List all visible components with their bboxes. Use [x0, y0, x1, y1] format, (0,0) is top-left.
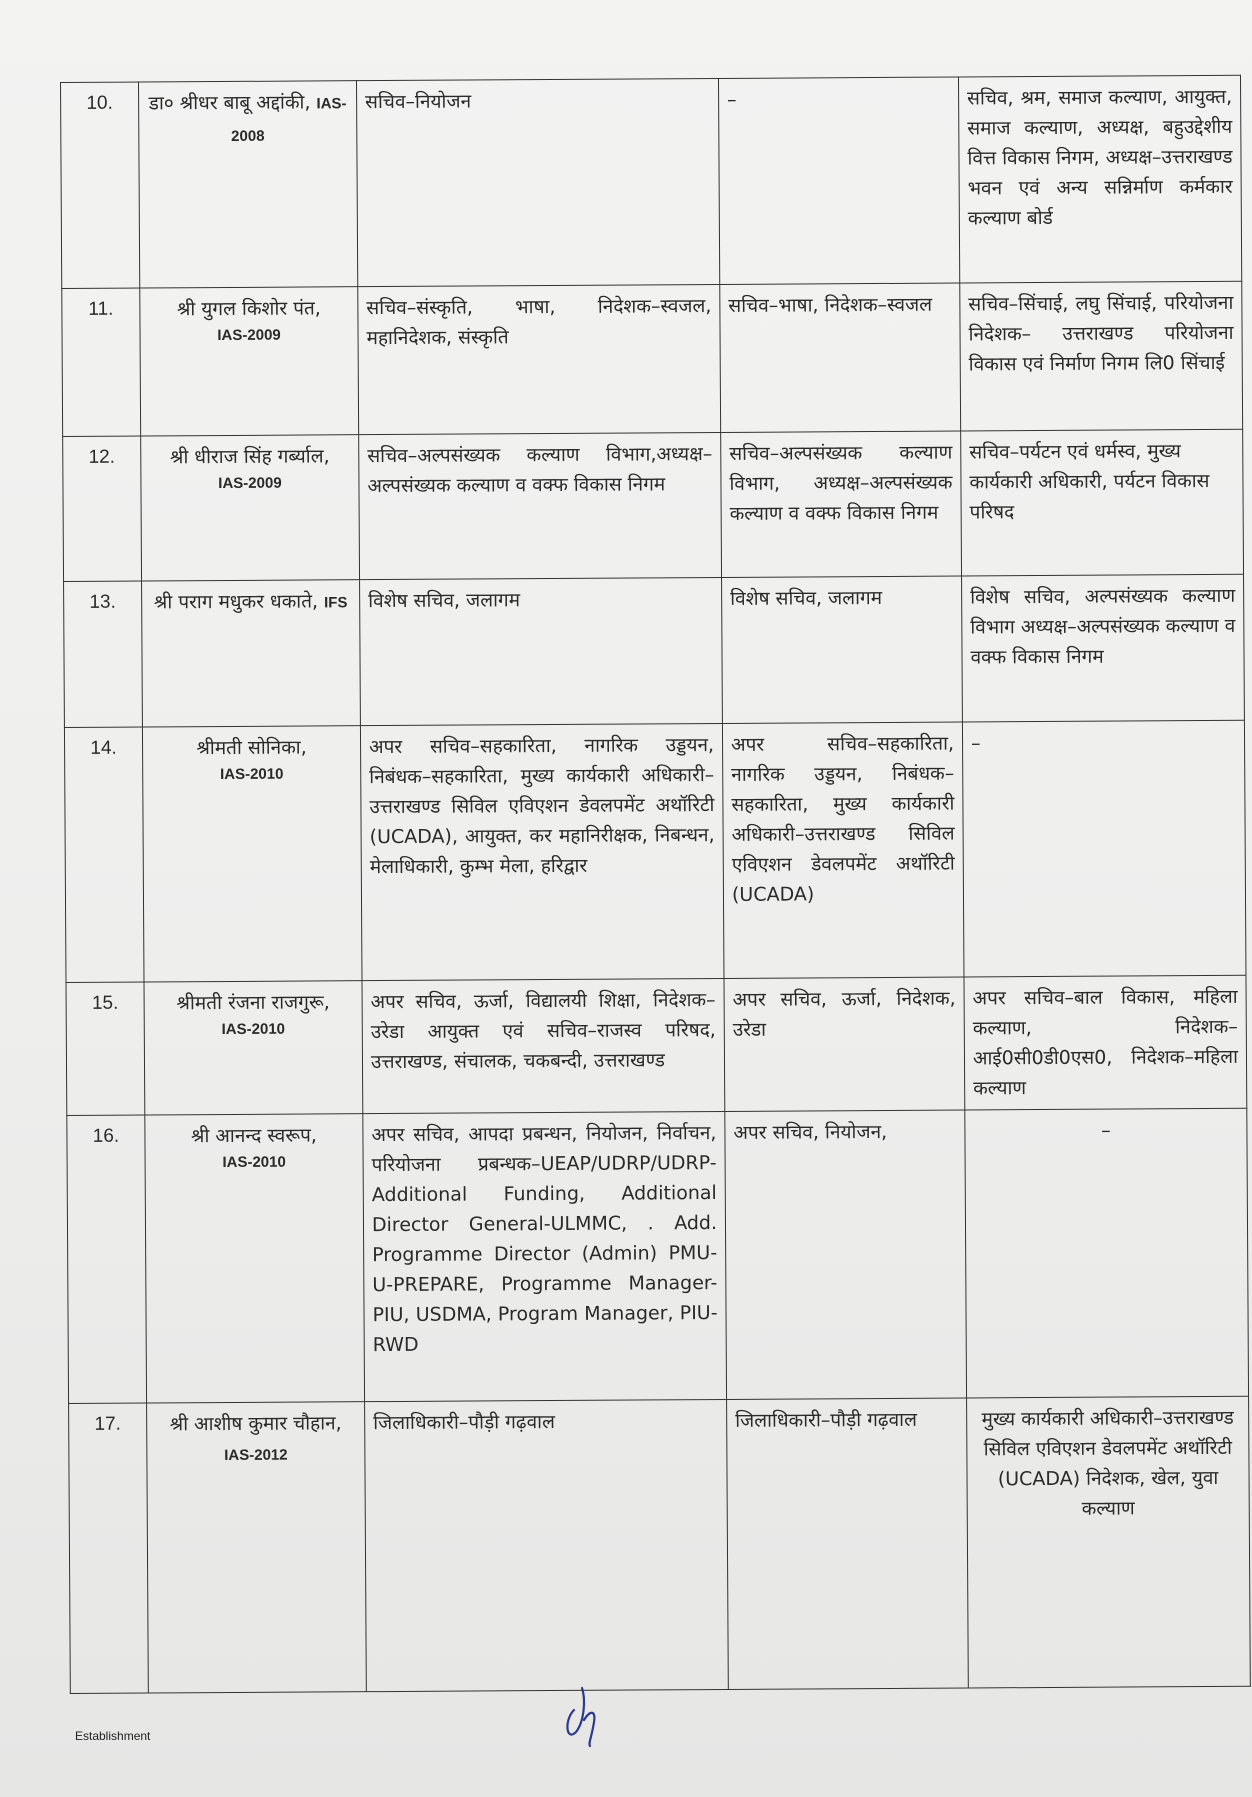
officer-name: श्रीमती सोनिका, — [196, 736, 307, 760]
officer-service: IAS-2010 — [222, 1153, 286, 1172]
new-charge: अपर सचिव–बाल विकास, महिला कल्याण, निदेशक–आई0सी0डी0एस0, निदेशक–महिला कल्याण — [964, 975, 1247, 1110]
new-charge: – — [962, 720, 1246, 977]
officer-service: IAS-2010 — [221, 1020, 286, 1039]
new-charge: विशेष सचिव, अल्पसंख्यक कल्याण विभाग अध्यक्ष–अल्पसंख्यक कल्याण व वक्फ विकास निगम — [962, 574, 1245, 722]
current-posting: विशेष सचिव, जलागम — [360, 577, 723, 725]
officer-service: IAS-2009 — [217, 326, 281, 345]
current-posting: अपर सचिव–सहकारिता, नागरिक उड्डयन, निबंधक–सहकारिता, मुख्य कार्यकारी अधिकारी– उत्तराखण्ड सिविल एविएशन डेवलपमेंट अथॉरिटी (UCADA), आयुक्त, कर महानिरीक्षक, निबन्धन, मेलाधिकारी, कुम्भ मेला, हरिद्वार — [360, 723, 724, 980]
current-posting: अपर सचिव, ऊर्जा, विद्यालयी शिक्षा, निदेशक–उरेडा आयुक्त एवं सचिव–राजस्व परिषद, उत्तराखण्ड, संचालक, चकबन्दी, उत्तराखण्ड — [362, 978, 725, 1113]
officer-name: श्री आनन्द स्वरूप, — [190, 1124, 317, 1148]
new-charge: सचिव–पर्यटन एवं धर्मस्व, मुख्य कार्यकारी अधिकारी, पर्यटन विकास परिषद — [961, 429, 1244, 576]
officer-name-cell — [142, 580, 361, 727]
officer-name-cell — [147, 1402, 367, 1693]
serial-number: 15. — [66, 982, 145, 1115]
officer-service: IAS-2009 — [218, 474, 282, 493]
relieved-posting: जिलाधिकारी–पौड़ी गढ़वाल — [727, 1398, 969, 1689]
relieved-posting: अपर सचिव–सहकारिता, नागरिक उड्डयन, निबंधक–सहकारिता, मुख्य कार्यकारी अधिकारी–उत्तराखण्ड सिविल एविएशन डेवलपमेंट अथॉरिटी (UCADA) — [722, 722, 964, 978]
current-posting: सचिव–नियोजन — [356, 78, 719, 286]
new-charge: सचिव, श्रम, समाज कल्याण, आयुक्त, समाज कल्याण, अध्यक्ष, बहुउद्देशीय वित्त विकास निगम, अध्यक्ष–उत्तराखण्ड भवन एवं अन्य सन्निर्माण कर्मकार कल्याण बोर्ड — [958, 75, 1241, 283]
new-charge: सचिव–सिंचाई, लघु सिंचाई, परियोजना निदेशक– उत्तराखण्ड परियोजना विकास एवं निर्माण निगम लि0 सिंचाई — [960, 281, 1243, 431]
officer-name-cell — [141, 435, 360, 581]
serial-number: 12. — [63, 436, 142, 581]
relieved-posting: विशेष सचिव, जलागम — [722, 576, 963, 723]
table-row — [61, 75, 1242, 288]
table-row — [69, 1396, 1251, 1693]
new-charge: मुख्य कार्यकारी अधिकारी–उत्तराखण्ड सिविल एविएशन डेवलपमेंट अथॉरिटी (UCADA) निदेशक, खेल, युवा कल्याण — [967, 1396, 1251, 1688]
relieved-posting: अपर सचिव, नियोजन, — [725, 1110, 967, 1399]
table-row — [64, 574, 1245, 727]
officer-name-cell — [144, 981, 363, 1115]
signature-initials — [560, 1680, 610, 1750]
current-posting: अपर सचिव, आपदा प्रबन्धन, नियोजन, निर्वाचन, परियोजना प्रबन्धक–UEAP/UDRP/UDRP-Additional Funding, Additional Director General-ULMMC, . Add. Programme Director (Admin) PMU-U-PREPARE, Programme Manager-PIU, USDMA, Program Manager, PIU-RWD — [363, 1111, 727, 1401]
serial-number: 10. — [61, 82, 140, 288]
current-posting: सचिव–संस्कृति, भाषा, निदेशक–स्वजल, महानिदेशक, संस्कृति — [358, 284, 721, 434]
officer-name: श्री धीराज सिंह गर्ब्याल, — [169, 445, 330, 469]
footer-label: Establishment — [75, 1729, 151, 1743]
relieved-posting: सचिव–भाषा, निदेशक–स्वजल — [720, 283, 961, 432]
table-row — [62, 281, 1243, 436]
officer-name: श्रीमती रंजना राजगुरू, — [176, 991, 330, 1015]
serial-number: 13. — [64, 581, 143, 727]
table-row — [63, 429, 1244, 581]
serial-number: 17. — [69, 1403, 149, 1693]
officer-name: डा० श्रीधर बाबू अद्दांकी, — [148, 91, 311, 115]
table-row — [66, 975, 1247, 1115]
officer-service: IAS-2010 — [219, 765, 284, 784]
officer-name-cell — [142, 726, 362, 982]
relieved-posting: सचिव–अल्पसंख्यक कल्याण विभाग, अध्यक्ष–अल्पसंख्यक कल्याण व वक्फ विकास निगम — [721, 431, 962, 577]
officer-service: IFS — [324, 594, 348, 612]
current-posting: सचिव–अल्पसंख्यक कल्याण विभाग,अध्यक्ष–अल्पसंख्यक कल्याण व वक्फ विकास निगम — [359, 432, 722, 579]
serial-number: 11. — [62, 288, 141, 436]
officer-name: श्री पराग मधुकर धकाते, — [153, 590, 319, 614]
relieved-posting: अपर सचिव, ऊर्जा, निदेशक, उरेडा — [724, 977, 965, 1111]
officer-service: IAS-2012 — [224, 1446, 288, 1465]
officer-name-cell — [140, 287, 359, 436]
officer-name: श्री आशीष कुमार चौहान, — [169, 1412, 342, 1436]
table-row — [64, 720, 1246, 982]
transfer-orders-table — [60, 75, 1251, 1694]
relieved-posting: – — [718, 77, 959, 284]
officer-name-cell — [145, 1114, 365, 1403]
serial-number: 14. — [64, 727, 144, 982]
serial-number: 16. — [67, 1115, 147, 1403]
current-posting: जिलाधिकारी–पौड़ी गढ़वाल — [365, 1399, 729, 1691]
table-row — [67, 1108, 1249, 1403]
officer-service: IAS-2008 — [231, 95, 347, 145]
new-charge: – — [965, 1108, 1249, 1398]
officer-name: श्री युगल किशोर पंत, — [176, 297, 321, 321]
officer-name-cell — [139, 81, 358, 288]
